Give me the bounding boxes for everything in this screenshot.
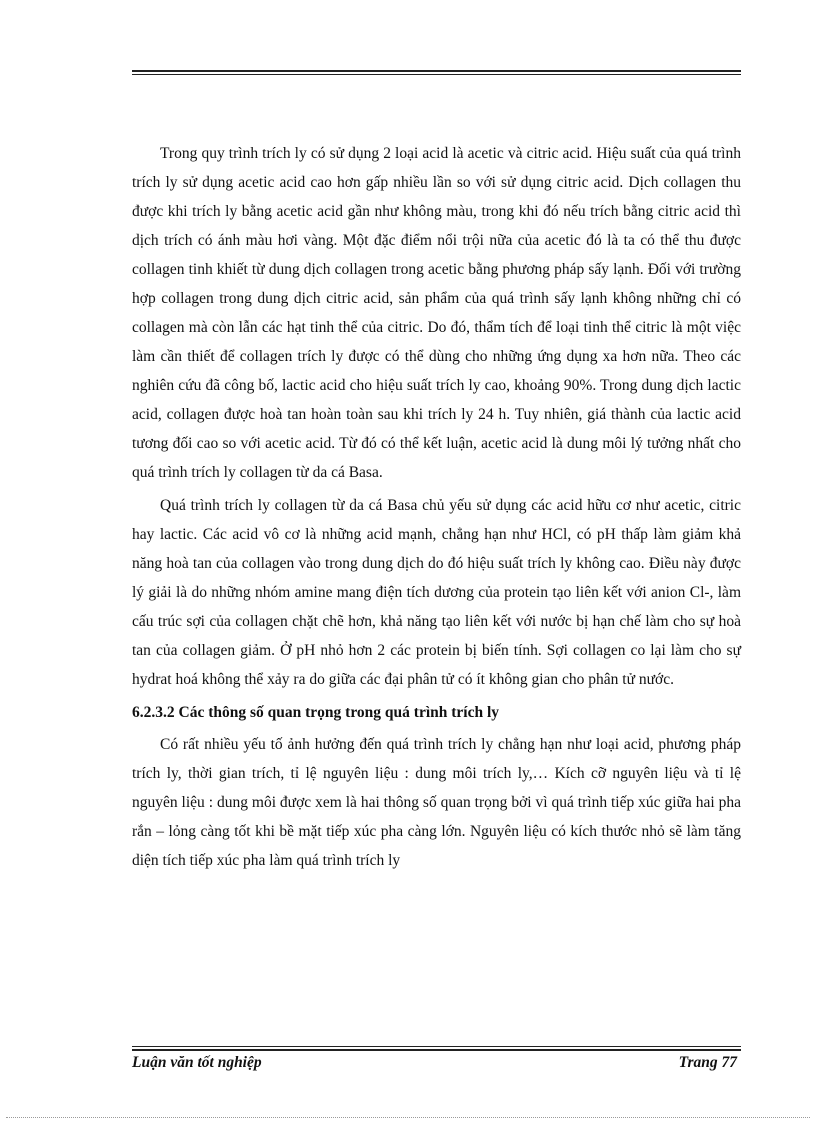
section-heading: 6.2.3.2 Các thông số quan trọng trong quá trình trích ly bbox=[132, 704, 500, 721]
page-bottom-border bbox=[6, 1117, 810, 1118]
footer-title: Luận văn tốt nghiệp bbox=[132, 1054, 262, 1071]
header-rule-thick bbox=[132, 70, 741, 72]
footer-rule bbox=[132, 1046, 741, 1054]
footer-rule-thick bbox=[132, 1049, 741, 1051]
footer-rule-thin bbox=[132, 1046, 741, 1047]
page-body bbox=[132, 139, 741, 879]
paragraph-2: Quá trình trích ly collagen từ da cá Basa chủ yếu sử dụng các acid hữu cơ như acetic, citric hay lactic. Các acid vô cơ là những acid mạnh, chẳng hạn như HCl, có pH thấp làm giảm khả năng hoà tan của collagen vào trong dung dịch do đó hiệu suất trích ly không cao. Điều này được lý giải là do những nhóm amine mang điện tích dương của protein tạo liên kết với anion Cl-, làm cấu trúc sợi của collagen chặt chẽ hơn, khả năng tạo liên kết với nước bị hạn chế làm cho sự hoà tan của collagen giảm. Ở pH nhỏ hơn 2 các protein bị biến tính. Sợi collagen co lại làm cho sự hydrat hoá không thể xảy ra do giữa các đại phân tử có ít không gian cho phân tử nước. bbox=[132, 497, 741, 688]
page-footer bbox=[132, 1054, 741, 1076]
header-rule-thin bbox=[132, 74, 741, 75]
header-rule bbox=[132, 70, 741, 78]
page-number: Trang 77 bbox=[678, 1054, 737, 1071]
paragraph-3: Có rất nhiều yếu tố ảnh hưởng đến quá trình trích ly chẳng hạn như loại acid, phương pháp trích ly, thời gian trích, tỉ lệ nguyên liệu : dung môi trích ly,… Kích cỡ nguyên liệu và tỉ lệ nguyên liệu : dung môi được xem là hai thông số quan trọng bởi vì quá trình tiếp xúc giữa hai pha rắn – lỏng càng tốt khi bề mặt tiếp xúc pha càng lớn. Nguyên liệu có kích thước nhỏ sẽ làm tăng diện tích tiếp xúc pha làm quá trình trích ly bbox=[132, 736, 741, 869]
paragraph-1: Trong quy trình trích ly có sử dụng 2 loại acid là acetic và citric acid. Hiệu suất của quá trình trích ly sử dụng acetic acid cao hơn gấp nhiều lần so với sử dụng citric acid. Dịch collagen thu được khi trích ly bằng acetic acid gần như không màu, trong khi đó nếu trích bằng citric acid thì dịch trích có ánh màu hơi vàng. Một đặc điểm nổi trội nữa của acetic đó là ta có thể thu được collagen tinh khiết từ dung dịch collagen trong acetic bằng phương pháp sấy lạnh. Đối với trường hợp collagen trong dung dịch citric acid, sản phẩm của quá trình sấy lạnh không những chỉ có collagen mà còn lẫn các hạt tinh thể của citric. Do đó, thẩm tích để loại tinh thể citric là một việc làm cần thiết để collagen trích ly được có thể dùng cho những ứng dụng xa hơn nữa. Theo các nghiên cứu đã công bố, lactic acid cho hiệu suất trích ly cao, khoảng 90%. Trong dung dịch lactic acid, collagen được hoà tan hoàn toàn sau khi trích ly 24 h. Tuy nhiên, giá thành của lactic acid tương đối cao so với acetic acid. Từ đó có thể kết luận, acetic acid là dung môi lý tưởng nhất cho quá trình trích ly collagen từ da cá Basa. bbox=[132, 145, 741, 481]
